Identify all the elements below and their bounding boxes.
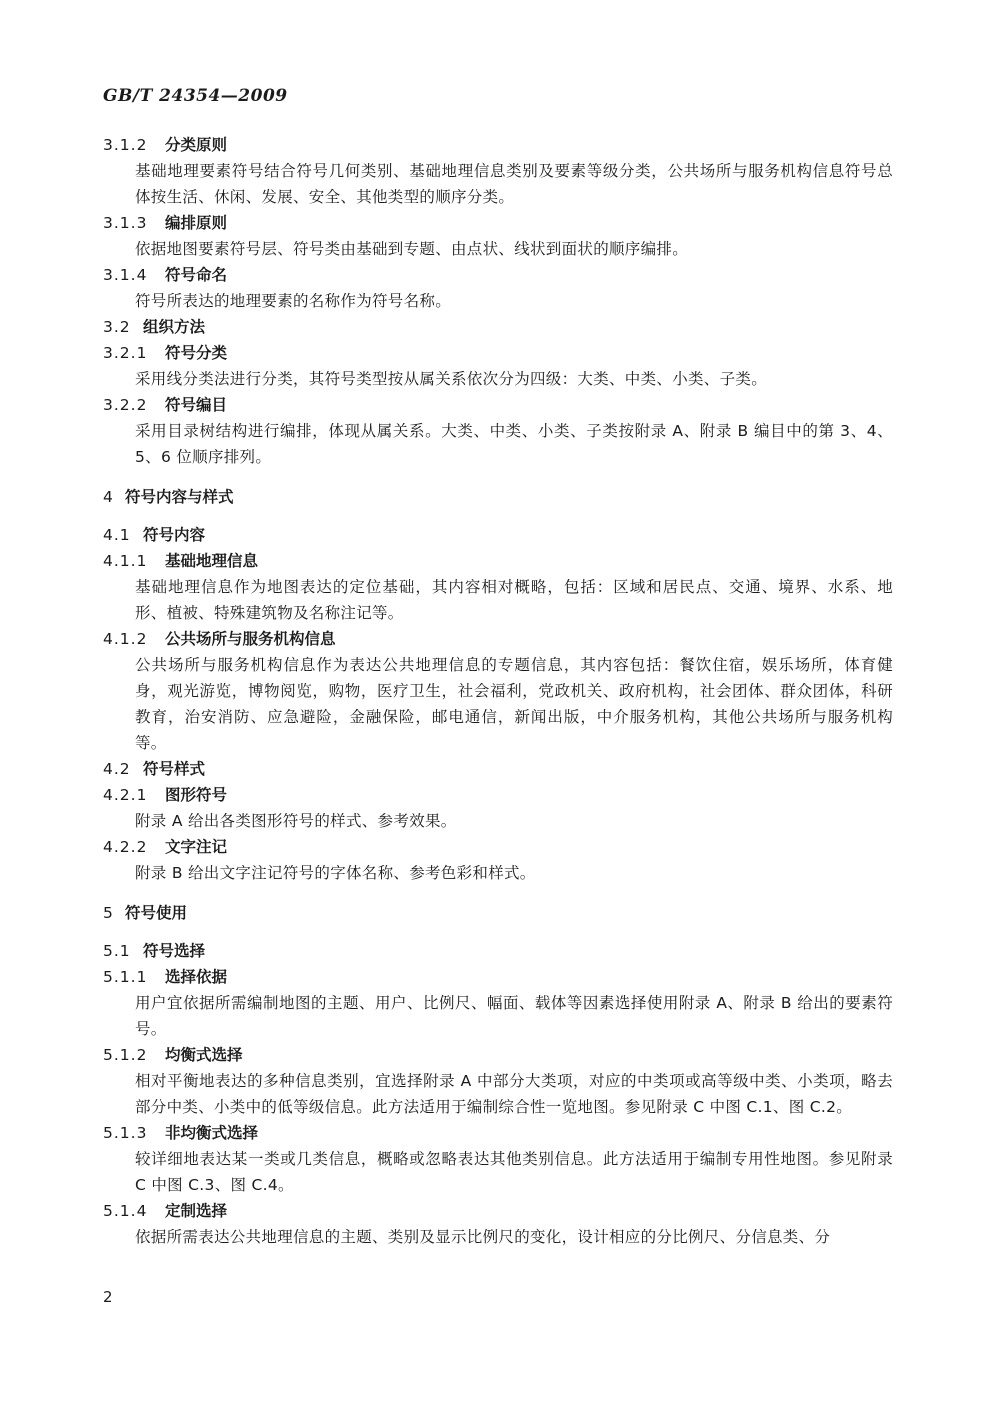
paragraph: 符号所表达的地理要素的名称作为符号名称。 xyxy=(135,292,452,310)
heading-title: 符号分类 xyxy=(165,344,228,362)
paragraph: 依据地图要素符号层、符号类由基础到专题、由点状、线状到面状的顺序编排。 xyxy=(135,240,689,258)
subsection-heading xyxy=(103,548,893,574)
paragraph: 较详细地表达某一类或几类信息，概略或忽略表达其他类别信息。此方法适用于编制专用性地图。参见附录 C 中图 C.3、图 C.4。 xyxy=(135,1150,893,1194)
heading-number: 4.1 xyxy=(103,526,131,544)
subsection-heading xyxy=(103,782,893,808)
heading-number: 3.1.2 xyxy=(103,136,148,154)
heading-number: 4 xyxy=(103,488,113,506)
paragraph: 依据所需表达公共地理信息的主题、类别及显示比例尺的变化，设计相应的分比例尺、分信息类、分 xyxy=(135,1228,831,1246)
subsection-heading xyxy=(103,626,893,652)
heading-number: 4.1.2 xyxy=(103,630,148,648)
heading-number: 4.2.1 xyxy=(103,786,148,804)
paragraph: 用户宜依据所需编制地图的主题、用户、比例尺、幅面、载体等因素选择使用附录 A、附录 B 给出的要素符号。 xyxy=(135,994,893,1038)
section-heading xyxy=(103,938,893,964)
chapter-heading xyxy=(103,484,893,510)
paragraph: 附录 A 给出各类图形符号的样式、参考效果。 xyxy=(135,812,457,830)
paragraph: 采用线分类法进行分类，其符号类型按从属关系依次分为四级：大类、中类、小类、子类。 xyxy=(135,370,768,388)
heading-number: 3.2.2 xyxy=(103,396,148,414)
heading-title: 分类原则 xyxy=(165,136,228,154)
subsection-heading xyxy=(103,1120,893,1146)
heading-title: 符号样式 xyxy=(143,760,206,778)
paragraph: 基础地理要素符号结合符号几何类别、基础地理信息类别及要素等级分类，公共场所与服务机构信息符号总体按生活、休闲、发展、安全、其他类型的顺序分类。 xyxy=(135,162,893,206)
section-heading xyxy=(103,522,893,548)
heading-number: 4.2.2 xyxy=(103,838,148,856)
heading-number: 3.2.1 xyxy=(103,344,148,362)
subsection-heading xyxy=(103,132,893,158)
heading-number: 5.1.4 xyxy=(103,1202,148,1220)
heading-number: 5.1.3 xyxy=(103,1124,148,1142)
subsection-heading xyxy=(103,1042,893,1068)
heading-number: 3.1.4 xyxy=(103,266,148,284)
subsection-heading xyxy=(103,1198,893,1224)
heading-title: 编排原则 xyxy=(165,214,228,232)
standard-code-header: GB/T 24354—2009 xyxy=(103,86,288,106)
heading-number: 4.1.1 xyxy=(103,552,148,570)
heading-title: 符号选择 xyxy=(143,942,206,960)
heading-title: 组织方法 xyxy=(143,318,206,336)
section-heading xyxy=(103,314,893,340)
paragraph: 采用目录树结构进行编排，体现从属关系。大类、中类、小类、子类按附录 A、附录 B 编目中的第 3、4、5、6 位顺序排列。 xyxy=(135,422,893,466)
heading-title: 选择依据 xyxy=(165,968,228,986)
page-number: 2 xyxy=(103,1288,113,1306)
heading-title: 符号内容 xyxy=(143,526,206,544)
heading-number: 5.1.1 xyxy=(103,968,148,986)
subsection-heading xyxy=(103,392,893,418)
heading-title: 定制选择 xyxy=(165,1202,228,1220)
heading-title: 图形符号 xyxy=(165,786,228,804)
heading-title: 符号编目 xyxy=(165,396,228,414)
heading-number: 3.1.3 xyxy=(103,214,148,232)
paragraph: 基础地理信息作为地图表达的定位基础，其内容相对概略，包括：区域和居民点、交通、境界、水系、地形、植被、特殊建筑物及名称注记等。 xyxy=(135,578,893,622)
heading-title: 文字注记 xyxy=(165,838,228,856)
heading-number: 5 xyxy=(103,904,113,922)
paragraph: 相对平衡地表达的多种信息类别，宜选择附录 A 中部分大类项，对应的中类项或高等级中类、小类项，略去部分中类、小类中的低等级信息。此方法适用于编制综合性一览地图。参见附录 C 中图 C.1、图 C.2。 xyxy=(135,1072,893,1116)
document-body xyxy=(103,132,893,1250)
chapter-heading xyxy=(103,900,893,926)
subsection-heading xyxy=(103,834,893,860)
heading-title: 非均衡式选择 xyxy=(165,1124,259,1142)
heading-number: 5.1.2 xyxy=(103,1046,148,1064)
heading-title: 均衡式选择 xyxy=(165,1046,243,1064)
heading-number: 3.2 xyxy=(103,318,131,336)
heading-number: 5.1 xyxy=(103,942,131,960)
subsection-heading xyxy=(103,262,893,288)
section-heading xyxy=(103,756,893,782)
heading-title: 公共场所与服务机构信息 xyxy=(165,630,336,648)
heading-number: 4.2 xyxy=(103,760,131,778)
subsection-heading xyxy=(103,210,893,236)
heading-title: 符号命名 xyxy=(165,266,228,284)
subsection-heading xyxy=(103,964,893,990)
subsection-heading xyxy=(103,340,893,366)
heading-title: 符号内容与样式 xyxy=(125,488,234,506)
heading-title: 符号使用 xyxy=(125,904,188,922)
heading-title: 基础地理信息 xyxy=(165,552,259,570)
paragraph: 公共场所与服务机构信息作为表达公共地理信息的专题信息，其内容包括：餐饮住宿，娱乐场所，体育健身，观光游览，博物阅览，购物，医疗卫生，社会福利，党政机关、政府机构，社会团体、群众团体，科研教育，治安消防、应急避险，金融保险，邮电通信，新闻出版，中介服务机构，其他公共场所与服务机构等。 xyxy=(135,656,893,752)
paragraph: 附录 B 给出文字注记符号的字体名称、参考色彩和样式。 xyxy=(135,864,536,882)
